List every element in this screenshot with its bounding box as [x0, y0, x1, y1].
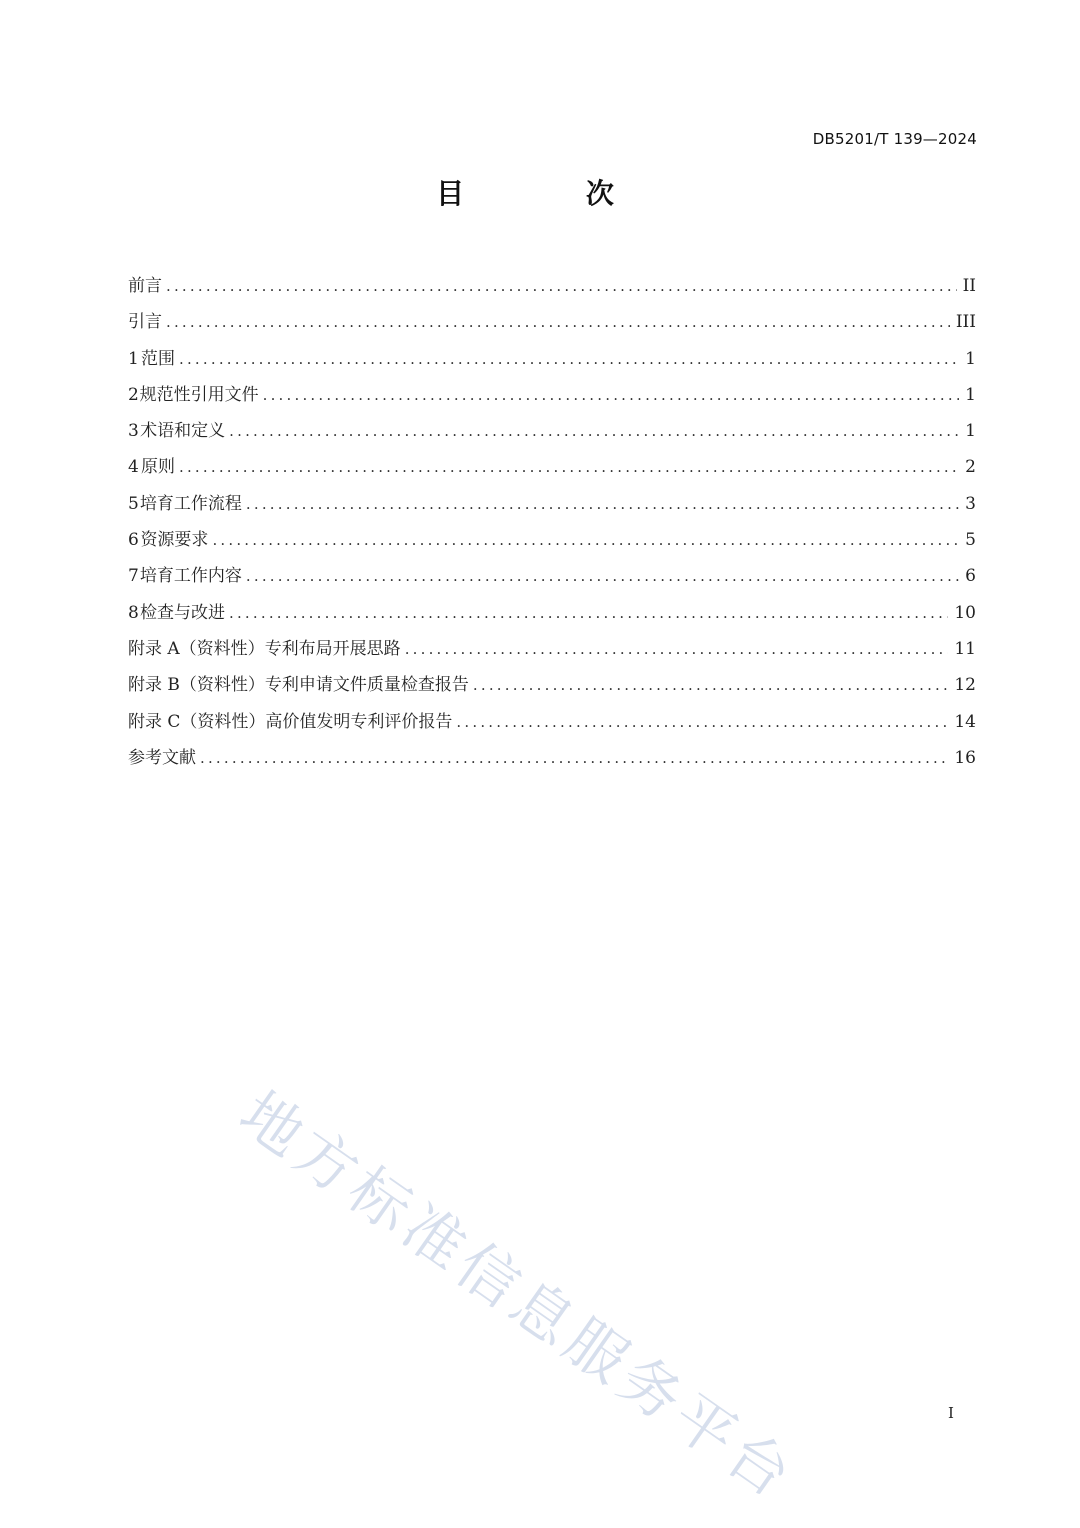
toc-entry-page: 1	[965, 384, 976, 405]
toc-leader-dots	[229, 595, 948, 631]
toc-leader-dots	[229, 413, 959, 449]
toc-entry-page: 2	[965, 457, 976, 478]
toc-entry-annex-label: 附录 B（资料性）	[128, 675, 265, 696]
toc-entry-title: 前言	[128, 276, 162, 296]
toc-entry[interactable]	[128, 522, 976, 558]
toc-entry-title: 专利申请文件质量检查报告	[264, 675, 469, 696]
toc-leader-dots	[166, 268, 957, 304]
toc-entry-page: 12	[954, 675, 976, 696]
document-code: DB5201/T 139—2024	[812, 130, 977, 148]
table-of-contents	[128, 268, 976, 776]
toc-entry-number: 4	[128, 457, 139, 478]
toc-entry-page: 5	[965, 530, 976, 551]
toc-entry-number: 1	[128, 348, 139, 369]
toc-entry[interactable]	[128, 631, 976, 667]
toc-leader-dots	[179, 449, 959, 485]
toc-leader-dots	[200, 740, 948, 776]
toc-leader-dots	[246, 558, 959, 594]
toc-entry-number: 8	[128, 602, 139, 623]
toc-entry-page: 16	[954, 747, 976, 768]
toc-entry[interactable]	[128, 413, 976, 449]
toc-entry[interactable]	[128, 740, 976, 776]
toc-leader-dots	[405, 631, 949, 667]
toc-entry-title: 规范性引用文件	[139, 384, 259, 405]
toc-entry-page: 1	[965, 348, 976, 369]
toc-entry[interactable]	[128, 449, 976, 485]
toc-entry[interactable]	[128, 377, 976, 413]
toc-entry-page: II	[962, 276, 976, 296]
toc-entry-title: 高价值发明专利评价报告	[265, 711, 453, 732]
toc-entry-page: 1	[965, 421, 976, 442]
toc-entry-page: III	[955, 312, 976, 333]
toc-entry-title: 原则	[141, 457, 175, 478]
toc-entry-annex-label: 附录 C（资料性）	[128, 711, 266, 732]
toc-entry-title: 参考文献	[128, 747, 196, 768]
toc-entry-number: 5	[128, 493, 139, 514]
toc-entry-page: 3	[965, 493, 976, 514]
toc-leader-dots	[246, 486, 959, 522]
toc-entry-number: 2	[128, 384, 139, 405]
toc-entry[interactable]	[128, 341, 976, 377]
toc-entry-number: 6	[128, 530, 139, 551]
toc-entry-page: 14	[954, 711, 976, 732]
toc-leader-dots	[212, 522, 959, 558]
toc-entry-number: 7	[128, 566, 139, 587]
toc-entry[interactable]	[128, 304, 976, 340]
page-number: I	[948, 1404, 954, 1422]
page-title: 目 次	[436, 177, 670, 210]
toc-entry-page: 10	[954, 602, 976, 623]
toc-leader-dots	[179, 341, 959, 377]
toc-leader-dots	[473, 667, 948, 703]
toc-entry[interactable]	[128, 704, 976, 740]
toc-entry-title: 引言	[128, 312, 162, 333]
toc-entry[interactable]	[128, 558, 976, 594]
toc-entry-title: 培育工作流程	[139, 493, 242, 514]
toc-entry-page: 11	[954, 638, 976, 659]
toc-leader-dots	[166, 304, 950, 340]
toc-entry[interactable]	[128, 268, 976, 304]
toc-entry-title: 检查与改进	[139, 602, 225, 623]
toc-entry-title: 范围	[141, 348, 175, 369]
toc-entry-title: 资源要求	[140, 530, 209, 551]
toc-entry[interactable]	[128, 667, 976, 703]
toc-entry[interactable]	[128, 595, 976, 631]
toc-leader-dots	[263, 377, 960, 413]
toc-entry-title: 专利布局开展思路	[264, 638, 401, 659]
toc-entry-title: 培育工作内容	[139, 566, 242, 587]
toc-entry-title: 术语和定义	[140, 421, 226, 442]
toc-leader-dots	[456, 704, 948, 740]
toc-entry-number: 3	[128, 421, 139, 442]
toc-entry-page: 6	[965, 566, 976, 587]
toc-entry[interactable]	[128, 486, 976, 522]
watermark-text: 地方标准信息服务平台	[227, 1078, 808, 1515]
toc-entry-annex-label: 附录 A（资料性）	[128, 638, 265, 659]
